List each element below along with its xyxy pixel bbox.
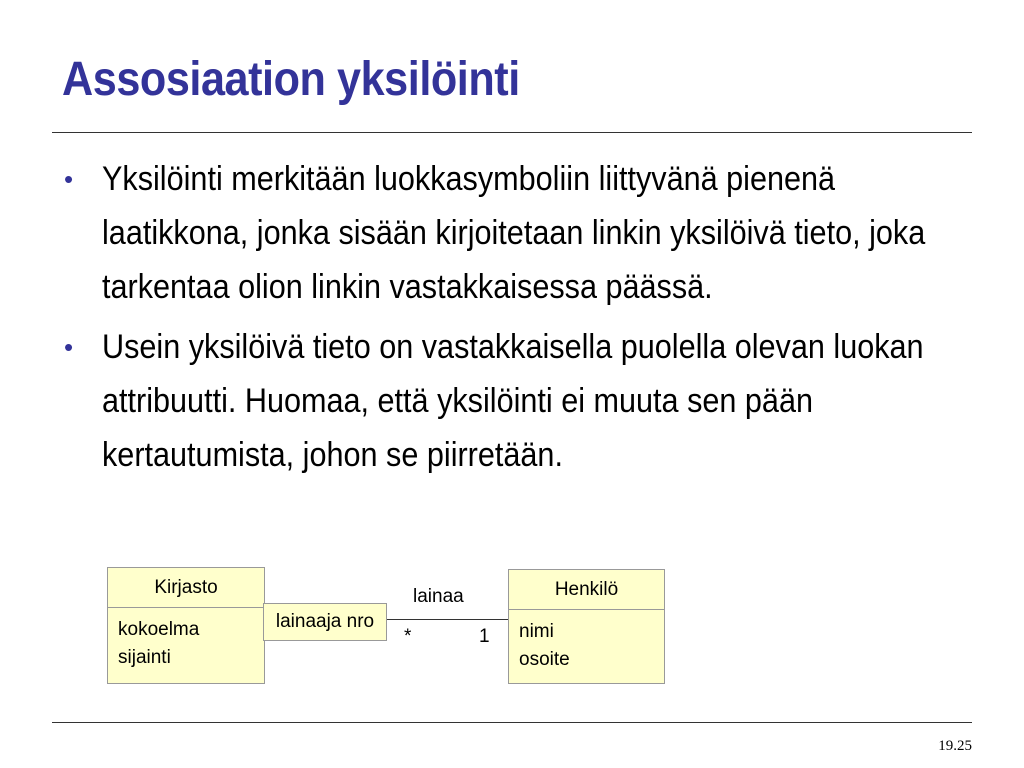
class-attributes <box>509 610 664 674</box>
association-name: lainaa <box>413 586 464 607</box>
class-kirjasto <box>107 567 265 684</box>
class-attribute: nimi <box>519 621 554 642</box>
left-multiplicity: * <box>404 626 412 647</box>
title-divider <box>52 132 972 133</box>
class-attribute: kokoelma <box>118 619 200 640</box>
bullet-text: Yksilöinti merkitään luokkasymboliin liittyvänä pienenä laatikkona, jonka sisään kirjoitetaan linkin yksilöivä tieto, joka tarkentaa olion linkin vastakkaisessa päässä. <box>102 160 926 306</box>
association-line <box>387 619 508 620</box>
class-name: Henkilö <box>509 570 664 610</box>
footer-divider <box>52 722 972 723</box>
bullet-dot-icon: • <box>64 164 74 194</box>
bullet-item <box>64 152 964 314</box>
class-attributes <box>108 608 264 672</box>
right-multiplicity: 1 <box>479 626 490 647</box>
class-henkilo <box>508 569 665 684</box>
bullet-list <box>64 152 964 488</box>
qualifier-box: lainaaja nro <box>263 603 387 641</box>
class-attribute: osoite <box>519 649 570 670</box>
class-name: Kirjasto <box>108 568 264 608</box>
class-attribute: sijainti <box>118 647 171 668</box>
bullet-item <box>64 320 964 482</box>
slide-title: Assosiaation yksilöinti <box>62 53 520 106</box>
page-number: 19.25 <box>938 738 972 754</box>
bullet-text: Usein yksilöivä tieto on vastakkaisella puolella olevan luokan attribuutti. Huomaa, että yksilöinti ei muuta sen pään kertautumista, johon se piirretään. <box>102 328 924 474</box>
bullet-dot-icon: • <box>64 332 74 362</box>
